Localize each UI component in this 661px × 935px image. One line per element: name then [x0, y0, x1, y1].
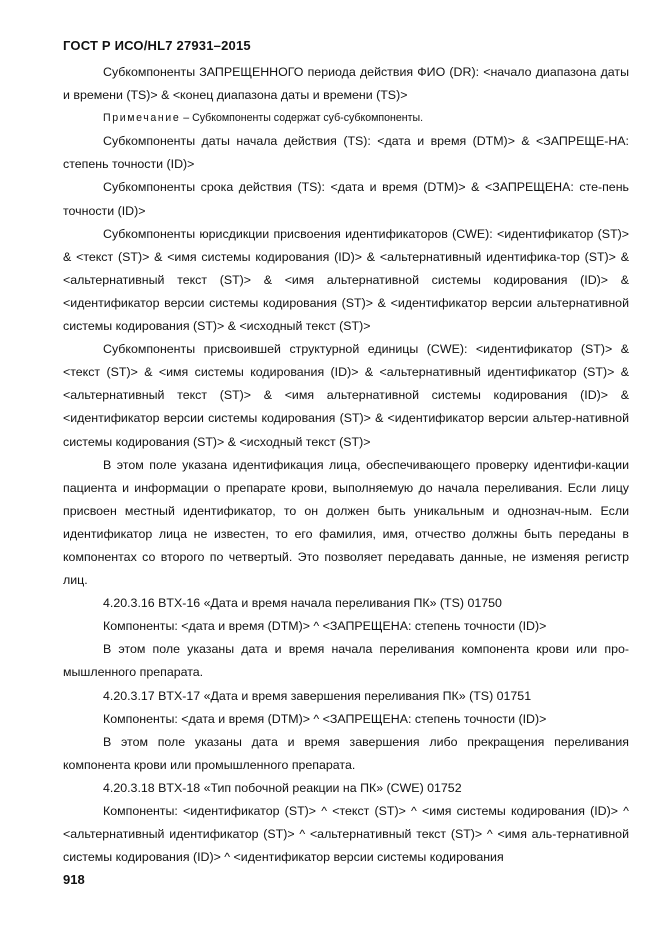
paragraph: Компоненты: <идентификатор (ST)> ^ <текст (ST)> ^ <имя системы кодирования (ID)> ^ <альтернативный идентификатор (ST)> ^ <альтернативный текст (ST)> ^ <имя аль-тернативной системы кодирования (ID)> ^ <идентификатор версии системы кодирования: [63, 804, 629, 865]
section-heading: 4.20.3.16 BTX-16 «Дата и время начала переливания ПК» (TS) 01750: [103, 596, 502, 611]
paragraph: В этом поле указана идентификация лица, обеспечивающего проверку идентифи-кации пациента и информации о препарате крови, выполняемую до начала переливания. Если лицу присвоен местный идентификатор, то он должен быть уникальным и однознач-ным. Если идентификатор лица не известен, то его фамилия, имя, отчество должны быть переданы в компонентах со второго по четвертый. Это позволяет передавать данные, не изменяя регистр лиц.: [63, 457, 629, 588]
paragraph: Субкомпоненты даты начала действия (TS): <дата и время (DTM)> & <ЗАПРЕЩЕ-НА: степень точности (ID)>: [63, 134, 629, 172]
paragraph: Субкомпоненты присвоившей структурной единицы (CWE): <идентификатор (ST)> & <текст (ST)> & <имя системы кодирования (ID)> & <альтернативный идентификатор (ST)> & <альтернативный текст (ST)> & <имя альтернативной системы кодирования (ID)> & <идентификатор версии системы кодирования (ST)> & <идентификатор версии альтер-нативной системы кодирования (ST)> & <исходный текст (ST)>: [63, 342, 629, 449]
paragraph: В этом поле указаны дата и время начала переливания компонента крови или про-мышленного препарата.: [63, 642, 629, 680]
paragraph: В этом поле указаны дата и время завершения либо прекращения переливания компонента крови или промышленного препарата.: [63, 734, 629, 772]
paragraph: Субкомпоненты срока действия (TS): <дата и время (DTM)> & <ЗАПРЕЩЕНА: сте-пень точности (ID)>: [63, 180, 629, 218]
note-label: Примечание: [103, 112, 181, 125]
paragraph: Субкомпоненты ЗАПРЕЩЕННОГО периода действия ФИО (DR): <начало диапазона даты и времени (TS)> & <конец диапазона даты и времени (TS)>: [63, 65, 629, 103]
section-heading: 4.20.3.17 BTX-17 «Дата и время завершения переливания ПК» (TS) 01751: [103, 688, 532, 703]
note-text: – Субкомпоненты содержат суб-субкомпоненты.: [180, 112, 424, 125]
paragraph: Субкомпоненты юрисдикции присвоения идентификаторов (CWE): <идентификатор (ST)> & <текст (ST)> & <имя системы кодирования (ID)> & <альтернативный идентифика-тор (ST)> & <альтернативный текст (ST)> & <имя альтернативной системы кодирования (ID)> & <идентификатор версии системы кодирования (ST)> & <идентификатор версии альтернативной системы кодирования (ST)> & <исходный текст (ST)>: [63, 226, 629, 334]
paragraph: Компоненты: <дата и время (DTM)> ^ <ЗАПРЕЩЕНА: степень точности (ID)>: [103, 711, 547, 726]
page-number: 918: [63, 872, 85, 887]
document-body: [63, 61, 629, 869]
document-header: ГОСТ Р ИСО/HL7 27931–2015: [63, 38, 251, 53]
paragraph: Компоненты: <дата и время (DTM)> ^ <ЗАПРЕЩЕНА: степень точности (ID)>: [103, 619, 547, 634]
section-heading: 4.20.3.18 BTX-18 «Тип побочной реакции на ПК» (CWE) 01752: [103, 780, 462, 795]
note: [63, 107, 629, 130]
